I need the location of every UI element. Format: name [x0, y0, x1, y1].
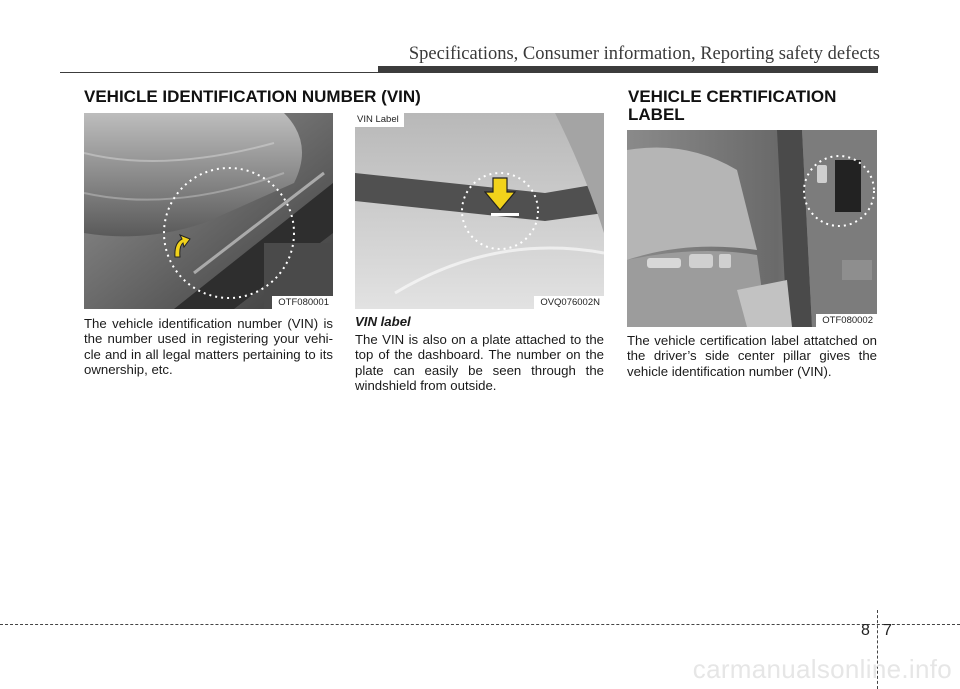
vin-windshield-photo [355, 113, 604, 309]
vin-body-text: The vehicle identification number (VIN) is the number used in registering your vehi-cle and in all legal matters pertaining to its ownership, etc. [84, 316, 333, 378]
footer-dashed-rule [0, 624, 960, 625]
cert-body-text: The vehicle certification label attatched on the driver’s side center pillar gives the vehicle identification number (VIN). [627, 333, 877, 379]
vin-label-body-text: The VIN is also on a plate attached to the top of the dashboard. The number on the plate can easily be seen through the windshield from outside. [355, 332, 604, 394]
page-number: 7 [883, 622, 892, 639]
vin-section-heading: VEHICLE IDENTIFICATION NUMBER (VIN) [84, 87, 421, 106]
header-title: Specifications, Consumer information, Reporting safety defects [408, 44, 880, 64]
watermark: carmanualsonline.info [692, 654, 952, 684]
header-rule-thin [60, 72, 878, 73]
photo-code-ovq076002n: OVQ076002N [534, 296, 604, 309]
photo-code-otf080002: OTF080002 [816, 314, 877, 327]
photo-code-otf080001: OTF080001 [272, 296, 333, 309]
vin-label-tag: VIN Label [355, 113, 404, 127]
down-arrow-icon [484, 177, 516, 211]
cert-section-heading: VEHICLE CERTIFICATION LABEL [628, 87, 837, 124]
vin-label-caption: VIN label [355, 314, 411, 329]
chapter-number: 8 [861, 622, 870, 639]
vin-floor-photo [84, 113, 333, 309]
cert-label-photo [627, 130, 877, 327]
curved-arrow-icon [172, 233, 192, 259]
